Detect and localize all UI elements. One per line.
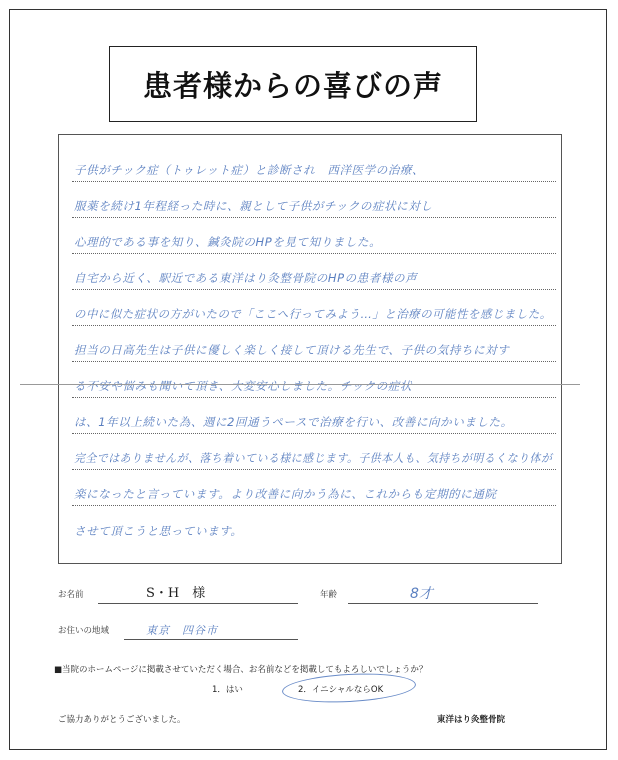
paper-fold-line (20, 384, 580, 385)
handwritten-text: 楽になったと言っています。より改善に向かう為に、これからも定期的に通院 (74, 487, 497, 501)
handwritten-line (72, 218, 556, 254)
handwritten-text: の中に似た症状の方がいたので「ここへ行ってみよう…」と治療の可能性を感じました。 (74, 307, 552, 321)
handwritten-line (72, 182, 556, 218)
handwritten-text: させて頂こうと思っています。 (74, 524, 243, 538)
publish-question: ■当院のホームページに掲載させていただく場合、お名前などを掲載してもよろしいでしょうか？ (54, 665, 428, 675)
clinic-name: 東洋はり灸整骨院 (437, 715, 506, 725)
handwritten-line (72, 290, 556, 326)
handwritten-line (72, 398, 556, 434)
handwritten-line (72, 326, 556, 362)
handwritten-line (72, 362, 556, 398)
name-age-row (58, 580, 548, 604)
handwritten-line (72, 146, 556, 182)
name-label: お名前 (58, 590, 84, 600)
handwritten-text: 完全ではありませんが、落ち着いている様に感じます。子供本人も、気持ちが明るくなり体が (74, 451, 553, 465)
age-value: 8才 (410, 586, 433, 602)
address-row (58, 616, 548, 640)
handwritten-text: 自宅から近く、駅近である東洋はり灸整骨院のHPの患者様の声 (74, 271, 418, 285)
handwritten-text: 子供がチック症（トゥレット症）と診断され 西洋医学の治療、 (74, 163, 425, 177)
handwritten-text: 心理的である事を知り、鍼灸院のHPを見て知りました。 (74, 235, 382, 249)
address-underline (124, 639, 298, 640)
name-underline (98, 603, 298, 604)
handwritten-line (72, 470, 556, 506)
address-value: 東京 四谷市 (146, 624, 218, 637)
title-box (109, 46, 477, 122)
handwritten-text: る不安や悩みも聞いて頂き、大変安心しました。チックの症状 (74, 379, 412, 393)
name-value: S・H 様 (146, 586, 206, 601)
handwritten-line (72, 254, 556, 290)
handwritten-line (72, 506, 556, 542)
handwritten-text: 担当の日高先生は子供に優しく楽しく接して頂ける先生で、子供の気持ちに対す (74, 343, 510, 357)
age-underline (348, 603, 538, 604)
handwritten-text: 服薬を続け1年程経った時に、親として子供がチックの症状に対し (74, 199, 433, 213)
option-yes: 1．はい (212, 685, 243, 695)
age-label: 年齢 (320, 590, 338, 600)
handwritten-line (72, 434, 556, 470)
address-label: お住いの地域 (58, 626, 110, 636)
page-title: 患者様からの喜びの声 (142, 68, 443, 103)
handwritten-text: は、1年以上続いた為、週に2回通うペースで治療を行い、改善に向かいました。 (74, 415, 513, 429)
thanks-note: ご協力ありがとうございました。 (58, 715, 186, 725)
option-initials-ok: 2．イニシャルならOK (298, 685, 384, 695)
